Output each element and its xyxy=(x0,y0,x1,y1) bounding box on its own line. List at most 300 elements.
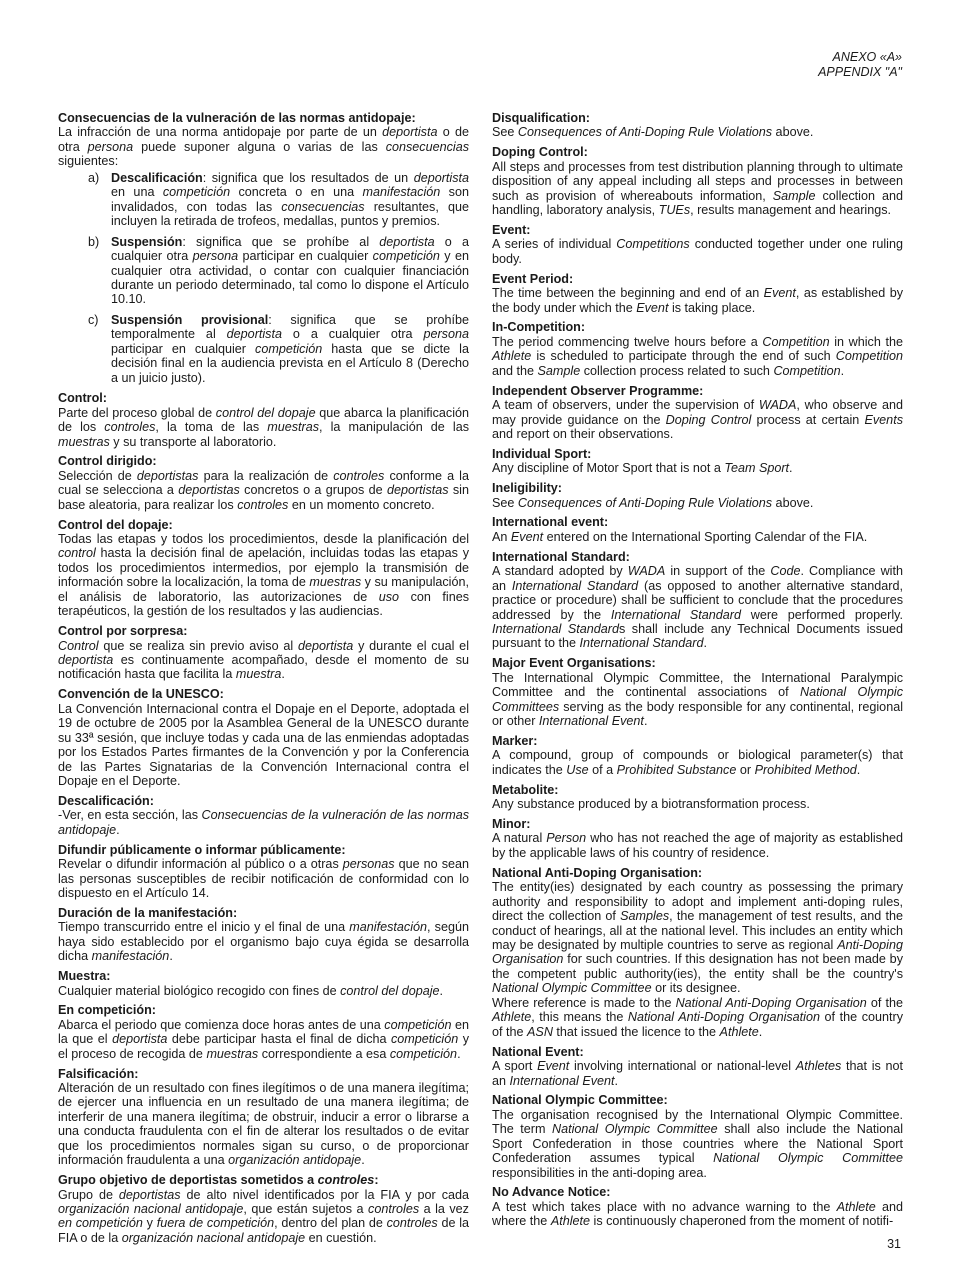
definition-text xyxy=(58,1018,469,1061)
text-run: Control dirigido: xyxy=(58,454,157,469)
italic-term: ASN xyxy=(527,1024,553,1039)
text-run: son invalidados, con todas las xyxy=(111,185,469,214)
italic-term: Competition xyxy=(762,334,830,349)
text-run: involving international or national-level xyxy=(569,1059,796,1074)
text-run: , según haya sido establecido por el organismo bajo cuya égida se desarrolla dicha xyxy=(58,920,469,964)
text-run: de alto nivel identificados por la FIA y por cada xyxy=(180,1187,469,1202)
definition-term xyxy=(492,1185,903,1199)
text-run: , la manipulación de las xyxy=(319,420,469,435)
italic-term: muestras xyxy=(267,420,320,435)
text-run: collection and handling, laboratory analysis, xyxy=(492,188,903,218)
italic-term: Control xyxy=(58,638,99,653)
italic-term: organización antidopaje xyxy=(228,1153,362,1168)
definition-term xyxy=(492,447,903,461)
text-run: or xyxy=(736,762,755,777)
italic-term: National Anti-Doping Organisation xyxy=(627,1010,820,1025)
definition-entry xyxy=(58,1003,469,1061)
definition-text xyxy=(58,532,469,619)
italic-term: Use xyxy=(566,762,589,777)
definition-term xyxy=(492,783,903,797)
text-run: serving as the body responsible for any continental, regional or other xyxy=(492,699,903,729)
text-run: hasta que se dicte la decisión final en la audiencia prevista en el Artículo 8 (Derecho a un juicio justo). xyxy=(111,341,469,385)
italic-term: Athlete xyxy=(719,1024,759,1039)
text-run: A natural xyxy=(492,831,547,846)
text-run: . xyxy=(789,461,793,476)
italic-term: persona xyxy=(423,327,469,342)
text-run: Alteración de un resultado con fines ilegítimos o de una manera ilegítima; de ejercer una influencia en un resultado de una manera ilegítima; de interferir de una manera ilegítima; de obstruir, inducir a error o librarse a una conducta fraudulenta con el fin de alterar los resultados o de evitar que los procedimientos normales sigan su curso, o de proporcionar información fraudulenta a una xyxy=(58,1081,469,1168)
text-run: Event: xyxy=(492,222,531,237)
text-run: que abarca la planificación de los xyxy=(58,405,470,435)
definition-term xyxy=(492,481,903,495)
definition-term xyxy=(58,518,469,532)
definition-term xyxy=(492,866,903,880)
text-run: que no sean las personas susceptibles de recibir notificación de conformidad con lo dispuesto en el Artículo 14. xyxy=(58,857,470,900)
definition-text xyxy=(58,857,469,900)
definition-term xyxy=(492,111,903,125)
definition-text xyxy=(58,1188,469,1246)
text-run: Todas las etapas y todos los procedimientos, desde la planificación del xyxy=(58,532,469,547)
italic-term: Event xyxy=(510,529,544,544)
italic-term: deportista xyxy=(379,234,435,249)
text-run: En competición: xyxy=(58,1003,156,1018)
definition-term xyxy=(492,145,903,159)
definition-text xyxy=(492,748,903,777)
italic-term: personas xyxy=(342,857,395,872)
definition-entry xyxy=(492,223,903,266)
definition-entry xyxy=(492,447,903,476)
text-run: o de otra xyxy=(58,125,469,154)
definition-text xyxy=(492,880,903,996)
text-run: concretos o a grupos de xyxy=(239,483,387,498)
italic-term: Competitions xyxy=(616,237,690,252)
italic-term: deportistas xyxy=(386,483,449,498)
italic-term: International Standard xyxy=(492,622,619,637)
italic-term: control del dopaje xyxy=(340,983,440,998)
italic-term: manifestación xyxy=(362,185,441,200)
text-run: process at certain xyxy=(751,412,865,427)
text-run: above. xyxy=(772,125,814,140)
text-run: or its designee. xyxy=(651,981,741,996)
list-marker: c) xyxy=(88,312,99,327)
definition-term xyxy=(492,384,903,398)
consequence-label: Descalificación xyxy=(111,170,203,185)
text-run: Convención de la UNESCO: xyxy=(58,687,224,702)
text-run: A sport xyxy=(492,1059,538,1074)
italic-term: Consequences of Anti-Doping Rule Violations xyxy=(517,495,773,510)
definition-term xyxy=(58,391,469,405)
italic-term: National Olympic Committee xyxy=(492,981,652,996)
definition-entry xyxy=(58,794,469,837)
definition-text xyxy=(492,398,903,441)
italic-term: deportistas xyxy=(136,468,199,483)
italic-term: Athlete xyxy=(492,1010,532,1025)
definition-text xyxy=(58,920,469,963)
consequence-label: Suspensión provisional xyxy=(111,312,269,327)
definition-entry xyxy=(492,734,903,777)
text-run: Metabolite: xyxy=(492,782,559,797)
text-run: that is not an xyxy=(492,1059,903,1088)
italic-term: Team Sport xyxy=(724,461,790,476)
definition-term xyxy=(492,515,903,529)
page-number: 31 xyxy=(887,1237,901,1251)
list-marker: a) xyxy=(88,170,100,185)
italic-term: Athletes xyxy=(795,1059,842,1074)
italic-term: deportistas xyxy=(178,483,240,498)
text-run: The period commencing twelve hours before a xyxy=(492,334,763,349)
definition-term xyxy=(58,1173,469,1187)
text-run: o a cualquier otra xyxy=(281,327,424,342)
italic-term: competición xyxy=(372,249,440,264)
italic-term: en competición xyxy=(58,1216,143,1231)
italic-term: Athlete xyxy=(492,349,532,364)
text-run: y xyxy=(142,1216,157,1231)
text-run: of the country of the xyxy=(492,1010,903,1039)
text-run: shall also include the National Sport Confederation in those countries where the National Sport Confederation assumes typical xyxy=(492,1122,904,1166)
text-run: : significa que se prohíbe temporalmente al xyxy=(111,312,469,342)
italic-term: muestras xyxy=(206,1046,259,1061)
definition-term xyxy=(58,794,469,808)
text-run: No Advance Notice: xyxy=(492,1185,611,1200)
text-run: Revelar o difundir información al público o a otras xyxy=(58,857,343,872)
text-run: Independent Observer Programme: xyxy=(492,383,704,398)
text-run: . xyxy=(840,363,845,378)
italic-term: deportista xyxy=(112,1032,168,1047)
definition-text xyxy=(58,702,469,789)
italic-term: controles xyxy=(333,468,385,483)
italic-term: Consecuencias de la vulneración de las normas antidopaje xyxy=(58,808,470,837)
text-run: y su manipulación, el análisis de laboratorio, las autorizaciones de xyxy=(58,575,469,604)
running-header xyxy=(818,50,902,79)
italic-term: muestras xyxy=(58,434,110,449)
text-run: National Anti-Doping Organisation: xyxy=(492,865,703,880)
italic-term: Consequences of Anti-Doping Rule Violations xyxy=(517,125,773,140)
italic-term: National Olympic Committee xyxy=(713,1151,903,1166)
text-run: Grupo de xyxy=(58,1187,119,1202)
definition-text xyxy=(492,286,903,315)
text-run: (as opposed to another alternative standard, practice or procedure) shall be sufficient to conclude that the procedures addressed by the xyxy=(492,578,903,622)
text-run: correspondiente a esa xyxy=(258,1046,390,1061)
definition-text xyxy=(492,461,903,475)
definition-text xyxy=(58,808,469,837)
definition-entry xyxy=(492,866,903,1039)
italic-term: uso xyxy=(378,589,400,604)
definition-entry xyxy=(58,111,469,385)
italic-term: consecuencias xyxy=(281,199,365,214)
italic-term: controles xyxy=(104,420,156,435)
text-run: were performed properly. xyxy=(741,607,903,622)
text-run: , que están sujetos a xyxy=(243,1202,369,1217)
definition-text xyxy=(492,831,903,860)
definition-text xyxy=(492,530,903,544)
text-run: conducted together under one ruling body. xyxy=(492,237,903,266)
italic-term: National Olympic Committees xyxy=(492,685,903,714)
text-run: See xyxy=(492,125,518,140)
text-run: y su transporte al laboratorio. xyxy=(109,434,277,449)
consequence-item xyxy=(58,171,469,229)
definition-term xyxy=(492,550,903,564)
text-run: participar en cualquier xyxy=(238,249,373,264)
text-run: de la FIA o de la xyxy=(58,1216,469,1245)
italic-term: International Standard xyxy=(511,578,639,593)
text-run: Control por sorpresa: xyxy=(58,624,188,639)
definition-entry xyxy=(492,783,903,812)
italic-term: deportista xyxy=(413,170,469,185)
text-run: . xyxy=(439,983,444,998)
text-run: . xyxy=(116,822,120,837)
italic-term: Athlete xyxy=(836,1199,876,1214)
text-run: conforme a la cual se selecciona a xyxy=(58,468,469,498)
text-run: Grupo objetivo de deportistas sometidos a xyxy=(58,1173,318,1188)
text-run: All steps and processes from test distribution planning through to ultimate disposition of any appeal including all steps and processes in between such as provision of whereabouts information, xyxy=(492,159,903,203)
text-run: See xyxy=(492,495,518,510)
text-run: Falsificación: xyxy=(58,1066,139,1081)
text-run: in support of the xyxy=(665,564,771,579)
definition-entry xyxy=(492,656,903,728)
definition-term xyxy=(58,687,469,701)
italic-term: fuera de competición xyxy=(156,1216,275,1231)
definition-entry xyxy=(58,969,469,998)
italic-term: International Standard xyxy=(579,636,704,651)
text-run: , as established by the body under which the xyxy=(492,286,904,315)
definition-text xyxy=(58,125,469,168)
definition-term xyxy=(58,1067,469,1081)
italic-term: organización nacional antidopaje xyxy=(121,1230,306,1245)
english-definitions-column xyxy=(492,111,903,1234)
definition-term xyxy=(492,656,903,670)
definition-text xyxy=(58,639,469,682)
text-run: puede suponer alguna o varias de las xyxy=(133,139,386,154)
italic-term: manifestación xyxy=(349,920,427,935)
spanish-definitions-column xyxy=(58,111,469,1251)
definition-entry xyxy=(492,515,903,544)
italic-term: persona xyxy=(87,139,134,154)
text-run: Any substance produced by a biotransformation process. xyxy=(492,797,810,812)
italic-term: muestras xyxy=(309,575,362,590)
text-run: Duración de la manifestación: xyxy=(58,905,238,920)
text-run: sin base aleatoria, para realizar los xyxy=(58,483,469,512)
text-run: y en cualquier otra actividad, o contar con cualquier financiación durante un periodo determinado, tal como lo dispone el Artículo 10.10. xyxy=(111,249,469,307)
text-run: . xyxy=(856,762,861,777)
definition-term xyxy=(492,272,903,286)
text-run: Ineligibility: xyxy=(492,481,562,496)
text-run: : significa que se prohíbe al xyxy=(182,234,380,249)
text-run: The International Olympic Committee, the International Paralympic Committee and the continental associations of xyxy=(492,670,903,700)
italic-term: deportista xyxy=(226,327,282,342)
consequence-text xyxy=(111,171,469,229)
text-run: Marker: xyxy=(492,733,538,748)
text-run: Parte del proceso global de xyxy=(58,405,216,420)
definition-entry xyxy=(492,145,903,217)
definition-term xyxy=(492,1045,903,1059)
definition-text xyxy=(492,671,903,729)
definition-term xyxy=(492,817,903,831)
definition-entry xyxy=(58,687,469,788)
text-run: . xyxy=(457,1046,461,1061)
text-run: . xyxy=(643,714,648,729)
text-run: is scheduled to participate through the end of such xyxy=(531,349,836,364)
definition-entry xyxy=(58,843,469,901)
text-run: participar en cualquier xyxy=(111,341,256,356)
text-run: Disqualification: xyxy=(492,111,590,125)
text-run: International Standard: xyxy=(492,549,630,564)
definition-entry xyxy=(58,1173,469,1245)
text-run: Selección de xyxy=(58,468,137,483)
text-run: is taking place. xyxy=(668,300,756,315)
text-run: , this means the xyxy=(531,1010,628,1025)
definition-term xyxy=(58,906,469,920)
text-run: -Ver, en esta sección, las xyxy=(58,808,202,823)
text-run: a la vez xyxy=(419,1202,469,1217)
text-run: en una xyxy=(111,185,163,200)
consequence-item xyxy=(58,313,469,385)
text-run: concreta o en una xyxy=(230,185,363,200)
definition-term xyxy=(58,624,469,638)
definition-entry xyxy=(58,1067,469,1168)
definition-entry xyxy=(492,1185,903,1228)
definition-text xyxy=(492,1059,903,1088)
definition-entry xyxy=(492,1045,903,1088)
definition-text xyxy=(492,1200,903,1229)
text-run: , results management and hearings. xyxy=(690,203,892,218)
italic-term: WADA xyxy=(627,564,666,579)
definition-entry xyxy=(492,384,903,442)
italic-term: deportistas xyxy=(118,1187,181,1202)
italic-term: Athlete xyxy=(550,1214,591,1229)
italic-term: deportista xyxy=(297,638,354,653)
text-run: . xyxy=(281,667,285,682)
italic-term: Doping Control xyxy=(665,412,752,427)
text-run: Cualquier material biológico recogido con fines de xyxy=(58,983,341,998)
italic-term: controles xyxy=(368,1202,420,1217)
italic-term: TUEs xyxy=(658,203,691,218)
text-run: The organisation recognised by the International Olympic Committee. The term xyxy=(492,1107,903,1137)
italic-term: National Olympic Committee xyxy=(551,1122,718,1137)
text-run: resultantes, que incluyen la retirada de trofeos, medallas, puntos y premios. xyxy=(111,199,469,229)
italic-term: Prohibited Substance xyxy=(616,762,737,777)
text-run: La Convención Internacional contra el Dopaje en el Deporte, adoptada el 19 de octubre de 2005 por la Asamblea General de la UNESCO durante su 33ª sesión, que incluye todas y cada una de las enmiendas adoptadas por los Estados Partes firmantes de la Convención y por la Conferencia de las Partes Signatarias de la Convención Internacional contra el Dopaje en el Deporte. xyxy=(58,701,469,789)
italic-term: consecuencias xyxy=(385,139,470,154)
italic-term: control del dopaje xyxy=(215,405,316,420)
italic-term: deportista xyxy=(58,653,114,668)
definition-text xyxy=(492,564,903,651)
text-run: en cuestión. xyxy=(305,1230,377,1245)
definition-entry xyxy=(492,817,903,860)
text-run: above. xyxy=(772,495,814,510)
definition-term xyxy=(58,1003,469,1017)
italic-term: WADA xyxy=(758,398,797,413)
definition-entry xyxy=(58,518,469,619)
definition-entry xyxy=(492,550,903,651)
text-run: y durante el cual el xyxy=(353,638,469,653)
text-run: A test which takes place with no advance warning to the xyxy=(492,1199,837,1214)
text-run: , who observe and may provide guidance on the xyxy=(492,398,903,427)
text-run: s shall include any Technical Documents issued pursuant to the xyxy=(492,622,903,651)
italic-term: organización nacional antidopaje xyxy=(58,1202,244,1217)
text-run: and where the xyxy=(492,1199,903,1229)
definition-text xyxy=(492,996,903,1039)
consequence-label: Suspensión xyxy=(111,234,183,249)
text-run: A series of individual xyxy=(492,237,617,252)
text-run: : significa que los resultados de un xyxy=(202,170,414,185)
text-run: . xyxy=(614,1073,619,1088)
text-run: siguientes: xyxy=(58,154,119,169)
italic-term: Sample xyxy=(537,363,581,378)
text-run: National Event: xyxy=(492,1044,584,1059)
text-run: Major Event Organisations: xyxy=(492,656,656,671)
text-run: . xyxy=(169,949,173,964)
consequence-item xyxy=(58,235,469,307)
italic-term: controles xyxy=(237,497,289,512)
text-run: in which the xyxy=(829,334,903,349)
definition-entry xyxy=(492,320,903,378)
italic-term: persona xyxy=(192,249,239,264)
definition-entry xyxy=(492,1093,903,1180)
italic-term: Code xyxy=(770,564,801,579)
text-run: debe participar hasta el final de dicha xyxy=(167,1032,391,1047)
definition-text xyxy=(58,984,469,998)
text-run: Muestra: xyxy=(58,969,111,984)
italic-term: Event xyxy=(763,286,796,301)
italic-term: Samples xyxy=(620,909,670,924)
text-run: responsibilities in the anti-doping area. xyxy=(492,1165,707,1180)
definition-text xyxy=(492,335,903,378)
text-run: Consecuencias de la vulneración de las normas antidopaje: xyxy=(58,111,416,125)
consequence-text xyxy=(111,313,469,385)
definition-entry xyxy=(492,272,903,315)
definition-term xyxy=(492,223,903,237)
italic-term: International Standard xyxy=(610,607,742,622)
text-run: The time between the beginning and end of an xyxy=(492,286,764,301)
definition-text xyxy=(58,406,469,449)
text-run: La infracción de una norma antidopaje por parte de un xyxy=(58,125,383,140)
text-run: of a xyxy=(588,762,617,777)
text-run: Any discipline of Motor Sport that is not a xyxy=(492,461,725,476)
list-marker: b) xyxy=(88,234,100,249)
italic-term: competición xyxy=(255,341,323,356)
italic-term: competición xyxy=(162,185,231,200)
text-run: An xyxy=(492,529,511,544)
text-run: en la que el xyxy=(58,1017,469,1047)
italic-term: manifestación xyxy=(91,949,170,964)
text-run: en un momento concreto. xyxy=(288,497,435,512)
definition-text xyxy=(58,469,469,512)
definition-term xyxy=(58,454,469,468)
annex-label-es: ANEXO «A» xyxy=(832,50,902,64)
italic-term: Competition xyxy=(773,363,841,378)
text-run: of the xyxy=(866,995,903,1010)
italic-term: deportista xyxy=(382,125,438,140)
italic-term: controles xyxy=(317,1173,375,1188)
definition-term xyxy=(492,320,903,334)
annex-label-en: APPENDIX "A" xyxy=(818,64,902,79)
text-run: Control del dopaje: xyxy=(58,517,173,532)
definition-entry xyxy=(492,481,903,510)
definition-text xyxy=(492,237,903,266)
text-run: A standard adopted by xyxy=(492,564,628,579)
italic-term: Event xyxy=(537,1059,570,1074)
italic-term: competición xyxy=(384,1017,452,1032)
definition-term xyxy=(492,734,903,748)
text-run: Control: xyxy=(58,391,107,406)
text-run: collection process related to such xyxy=(580,363,774,378)
definition-entry xyxy=(58,624,469,682)
text-run: es continuamente acompañado, desde el momento de su notificación hasta que facilita la xyxy=(58,653,469,682)
italic-term: competición xyxy=(389,1046,458,1061)
text-run: and report on their observations. xyxy=(492,427,674,442)
text-run: que se realiza sin previo aviso al xyxy=(98,638,298,653)
italic-term: Sample xyxy=(772,188,816,203)
italic-term: International Event xyxy=(509,1073,615,1088)
